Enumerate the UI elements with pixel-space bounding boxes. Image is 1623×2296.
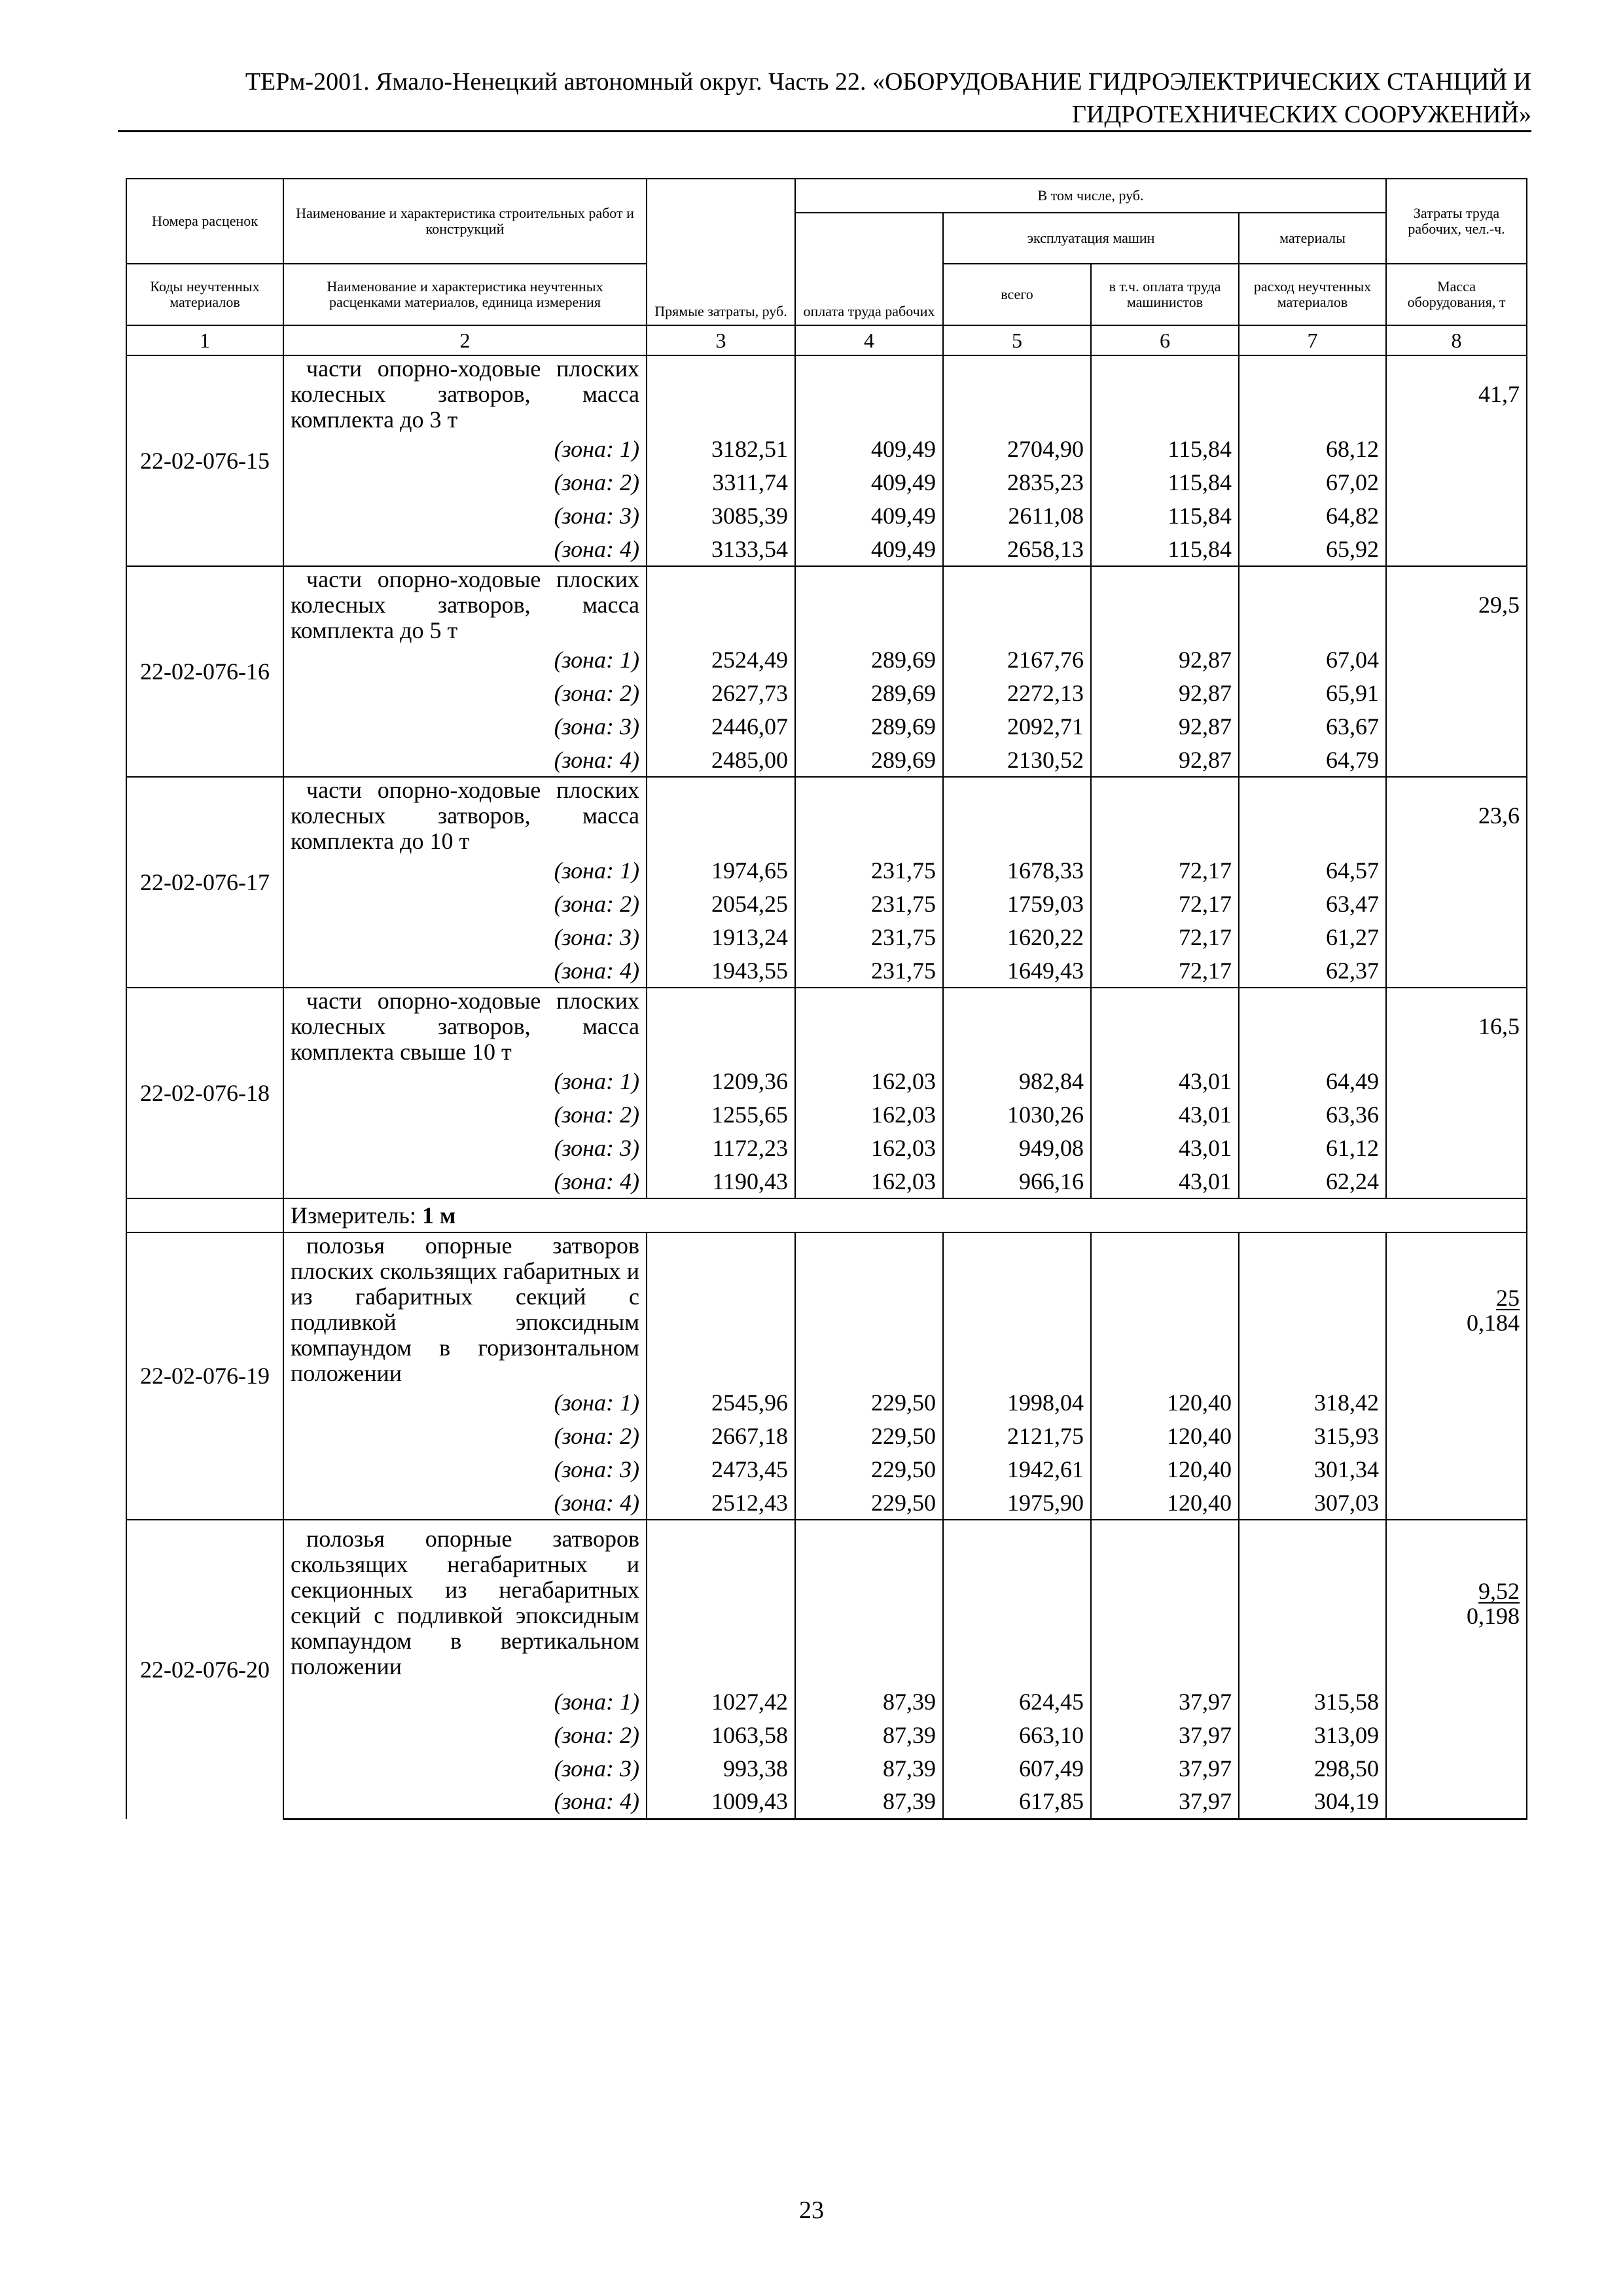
labor-pay-cell: 87,39 <box>795 1719 943 1752</box>
operators-pay-cell: 115,84 <box>1091 533 1239 566</box>
measure-label: Измеритель: <box>291 1202 416 1229</box>
materials-cell: 301,34 <box>1239 1453 1386 1486</box>
col4-heading: оплата труда рабочих <box>795 213 943 325</box>
rate-row <box>126 1232 1527 1386</box>
labor-mass-cell: 41,7 <box>1386 355 1527 433</box>
zone-row <box>126 1132 1527 1165</box>
direct-cost-cell: 1974,65 <box>647 854 795 888</box>
materials-cell: 62,24 <box>1239 1165 1386 1198</box>
zone-row <box>126 499 1527 533</box>
labor-mass-cell <box>1386 1232 1527 1386</box>
empty-mass-cell <box>1386 1132 1527 1165</box>
direct-cost-cell: 2485,00 <box>647 744 795 777</box>
column-number: 8 <box>1386 325 1527 355</box>
direct-cost-cell: 2524,49 <box>647 643 795 677</box>
materials-cell: 63,67 <box>1239 710 1386 744</box>
column-number: 2 <box>283 325 647 355</box>
rate-name: полозья опорные затворов плоских скользящих габаритных и из габаритных секций с подливкой эпоксидным компаундом в горизонтальном положении <box>283 1232 647 1386</box>
direct-cost-cell: 2473,45 <box>647 1453 795 1486</box>
rate-name: части опорно-ходовые плоских колесных затворов, масса комплекта до 3 т <box>283 355 647 433</box>
materials-cell: 61,12 <box>1239 1132 1386 1165</box>
operators-pay-cell: 72,17 <box>1091 854 1239 888</box>
direct-cost-cell: 2667,18 <box>647 1420 795 1453</box>
running-header <box>118 65 1531 131</box>
zone-row <box>126 1752 1527 1785</box>
empty-cell <box>943 1520 1091 1685</box>
zone-row <box>126 1386 1527 1420</box>
empty-cell <box>943 988 1091 1065</box>
column-number: 4 <box>795 325 943 355</box>
materials-cell: 67,02 <box>1239 466 1386 499</box>
labor-pay-cell: 409,49 <box>795 466 943 499</box>
operators-pay-cell: 72,17 <box>1091 921 1239 954</box>
measure-value: 1 м <box>421 1202 456 1229</box>
labor-mass-cell: 29,5 <box>1386 566 1527 643</box>
including-heading: В том числе, руб. <box>795 179 1386 213</box>
rate-code: 22-02-076-20 <box>126 1520 283 1819</box>
zone-label: (зона: 2) <box>283 1098 647 1132</box>
operators-pay-cell: 120,40 <box>1091 1386 1239 1420</box>
empty-mass-cell <box>1386 433 1527 466</box>
equipment-mass-value: 0,198 <box>1467 1602 1520 1629</box>
zone-label: (зона: 3) <box>283 1453 647 1486</box>
direct-cost-cell: 1913,24 <box>647 921 795 954</box>
direct-cost-cell: 3311,74 <box>647 466 795 499</box>
zone-row <box>126 744 1527 777</box>
empty-cell <box>1091 1520 1239 1685</box>
empty-mass-cell <box>1386 533 1527 566</box>
materials-cell: 64,79 <box>1239 744 1386 777</box>
operators-pay-cell: 37,97 <box>1091 1685 1239 1719</box>
operators-pay-cell: 37,97 <box>1091 1785 1239 1819</box>
machines-total-cell: 617,85 <box>943 1785 1091 1819</box>
empty-mass-cell <box>1386 1165 1527 1198</box>
empty-cell <box>647 566 795 643</box>
equipment-mass-value: 0,184 <box>1467 1309 1520 1336</box>
zone-label: (зона: 2) <box>283 466 647 499</box>
labor-pay-cell: 87,39 <box>795 1785 943 1819</box>
zone-label: (зона: 3) <box>283 1132 647 1165</box>
empty-cell <box>647 988 795 1065</box>
empty-cell <box>1091 777 1239 854</box>
empty-cell <box>647 1520 795 1685</box>
zone-row <box>126 1453 1527 1486</box>
empty-mass-cell <box>1386 854 1527 888</box>
zone-label: (зона: 4) <box>283 1165 647 1198</box>
column-number: 5 <box>943 325 1091 355</box>
empty-mass-cell <box>1386 1065 1527 1098</box>
rate-row <box>126 777 1527 854</box>
labor-pay-cell: 87,39 <box>795 1685 943 1719</box>
labor-pay-cell: 289,69 <box>795 710 943 744</box>
machines-total-cell: 1620,22 <box>943 921 1091 954</box>
direct-cost-cell: 2446,07 <box>647 710 795 744</box>
empty-mass-cell <box>1386 1420 1527 1453</box>
labor-cost-value: 25 <box>1496 1284 1520 1311</box>
zone-label: (зона: 4) <box>283 954 647 988</box>
zone-row <box>126 433 1527 466</box>
zone-label: (зона: 1) <box>283 1685 647 1719</box>
materials-cell: 64,49 <box>1239 1065 1386 1098</box>
table-header <box>126 179 1527 355</box>
labor-pay-cell: 162,03 <box>795 1098 943 1132</box>
materials-cell: 64,57 <box>1239 854 1386 888</box>
empty-mass-cell <box>1386 710 1527 744</box>
machines-total-cell: 1759,03 <box>943 888 1091 921</box>
materials-cell: 313,09 <box>1239 1719 1386 1752</box>
machines-total-cell: 2272,13 <box>943 677 1091 710</box>
labor-pay-cell: 289,69 <box>795 677 943 710</box>
labor-pay-cell: 87,39 <box>795 1752 943 1785</box>
labor-pay-cell: 229,50 <box>795 1453 943 1486</box>
empty-mass-cell <box>1386 1486 1527 1520</box>
machines-total-cell: 607,49 <box>943 1752 1091 1785</box>
labor-pay-cell: 231,75 <box>795 854 943 888</box>
empty-mass-cell <box>1386 499 1527 533</box>
operators-pay-cell: 43,01 <box>1091 1098 1239 1132</box>
rate-row <box>126 355 1527 433</box>
zone-label: (зона: 2) <box>283 677 647 710</box>
direct-cost-cell: 1209,36 <box>647 1065 795 1098</box>
empty-cell <box>1091 566 1239 643</box>
direct-cost-cell: 1063,58 <box>647 1719 795 1752</box>
machines-total-cell: 1942,61 <box>943 1453 1091 1486</box>
machines-total-cell: 966,16 <box>943 1165 1091 1198</box>
machines-total-cell: 2167,76 <box>943 643 1091 677</box>
empty-mass-cell <box>1386 1098 1527 1132</box>
operators-pay-cell: 120,40 <box>1091 1420 1239 1453</box>
empty-mass-cell <box>1386 888 1527 921</box>
column-number: 6 <box>1091 325 1239 355</box>
operators-pay-cell: 43,01 <box>1091 1132 1239 1165</box>
zone-label: (зона: 3) <box>283 921 647 954</box>
machines-total-cell: 2130,52 <box>943 744 1091 777</box>
operators-pay-cell: 37,97 <box>1091 1752 1239 1785</box>
machines-total-cell: 1998,04 <box>943 1386 1091 1420</box>
empty-cell <box>1239 566 1386 643</box>
zone-label: (зона: 1) <box>283 1065 647 1098</box>
zone-label: (зона: 1) <box>283 433 647 466</box>
labor-pay-cell: 162,03 <box>795 1132 943 1165</box>
col2-top-heading: Наименование и характеристика строительных работ и конструкций <box>283 179 647 264</box>
col1-top-heading: Номера расценок <box>126 179 283 264</box>
operators-pay-cell: 92,87 <box>1091 710 1239 744</box>
operators-pay-cell: 115,84 <box>1091 466 1239 499</box>
col6-heading: в т.ч. оплата труда машинистов <box>1091 264 1239 325</box>
empty-mass-cell <box>1386 921 1527 954</box>
direct-cost-cell: 1009,43 <box>647 1785 795 1819</box>
machines-total-cell: 949,08 <box>943 1132 1091 1165</box>
empty-cell <box>795 1520 943 1685</box>
rate-row <box>126 566 1527 643</box>
labor-mass-cell <box>1386 1520 1527 1685</box>
zone-label: (зона: 1) <box>283 643 647 677</box>
materials-cell: 63,47 <box>1239 888 1386 921</box>
zone-row <box>126 710 1527 744</box>
operators-pay-cell: 43,01 <box>1091 1165 1239 1198</box>
operators-pay-cell: 115,84 <box>1091 433 1239 466</box>
labor-pay-cell: 231,75 <box>795 921 943 954</box>
direct-cost-cell: 993,38 <box>647 1752 795 1785</box>
direct-cost-cell: 3182,51 <box>647 433 795 466</box>
table-body <box>126 355 1527 1819</box>
zone-label: (зона: 4) <box>283 1486 647 1520</box>
column-number: 3 <box>647 325 795 355</box>
measure-row <box>126 1198 1527 1232</box>
operators-pay-cell: 115,84 <box>1091 499 1239 533</box>
zone-label: (зона: 2) <box>283 1420 647 1453</box>
empty-mass-cell <box>1386 954 1527 988</box>
zone-row <box>126 1098 1527 1132</box>
page-number: 23 <box>799 2197 824 2224</box>
rate-row <box>126 988 1527 1065</box>
direct-cost-cell: 1943,55 <box>647 954 795 988</box>
empty-mass-cell <box>1386 1453 1527 1486</box>
rate-name: части опорно-ходовые плоских колесных затворов, масса комплекта до 5 т <box>283 566 647 643</box>
zone-row <box>126 1785 1527 1819</box>
materials-cell: 67,04 <box>1239 643 1386 677</box>
machines-total-cell: 1649,43 <box>943 954 1091 988</box>
empty-cell <box>647 777 795 854</box>
labor-pay-cell: 162,03 <box>795 1165 943 1198</box>
machines-total-cell: 2092,71 <box>943 710 1091 744</box>
labor-cost-value: 9,52 <box>1478 1577 1520 1604</box>
empty-cell <box>1239 988 1386 1065</box>
labor-pay-cell: 409,49 <box>795 499 943 533</box>
direct-cost-cell: 1027,42 <box>647 1685 795 1719</box>
empty-mass-cell <box>1386 1785 1527 1819</box>
empty-cell <box>1239 355 1386 433</box>
machines-total-cell: 2835,23 <box>943 466 1091 499</box>
machines-total-cell: 663,10 <box>943 1719 1091 1752</box>
price-table <box>126 178 1527 1820</box>
labor-pay-cell: 229,50 <box>795 1420 943 1453</box>
zone-label: (зона: 3) <box>283 499 647 533</box>
empty-cell <box>1091 355 1239 433</box>
zone-row <box>126 1065 1527 1098</box>
direct-cost-cell: 2054,25 <box>647 888 795 921</box>
empty-mass-cell <box>1386 744 1527 777</box>
empty-mass-cell <box>1386 1386 1527 1420</box>
empty-cell <box>795 1232 943 1386</box>
labor-pay-cell: 289,69 <box>795 744 943 777</box>
direct-cost-cell: 3085,39 <box>647 499 795 533</box>
operators-pay-cell: 72,17 <box>1091 954 1239 988</box>
measure-cell <box>283 1198 1527 1232</box>
machines-total-cell: 1975,90 <box>943 1486 1091 1520</box>
direct-cost-cell: 1255,65 <box>647 1098 795 1132</box>
zone-row <box>126 466 1527 499</box>
header-line-2: ГИДРОТЕХНИЧЕСКИХ СООРУЖЕНИЙ» <box>1071 101 1531 128</box>
empty-cell <box>943 777 1091 854</box>
empty-cell <box>1091 988 1239 1065</box>
zone-row <box>126 1719 1527 1752</box>
materials-cell: 315,58 <box>1239 1685 1386 1719</box>
direct-cost-cell: 2512,43 <box>647 1486 795 1520</box>
rate-name: части опорно-ходовые плоских колесных затворов, масса комплекта свыше 10 т <box>283 988 647 1065</box>
direct-cost-cell: 1190,43 <box>647 1165 795 1198</box>
col1-bottom-heading: Коды неучтенных материалов <box>126 264 283 325</box>
labor-pay-cell: 409,49 <box>795 533 943 566</box>
labor-pay-cell: 229,50 <box>795 1486 943 1520</box>
machines-total-cell: 2611,08 <box>943 499 1091 533</box>
materials-cell: 307,03 <box>1239 1486 1386 1520</box>
machines-total-cell: 982,84 <box>943 1065 1091 1098</box>
machines-total-cell: 2121,75 <box>943 1420 1091 1453</box>
materials-cell: 68,12 <box>1239 433 1386 466</box>
materials-cell: 65,92 <box>1239 533 1386 566</box>
zone-label: (зона: 2) <box>283 888 647 921</box>
zone-label: (зона: 4) <box>283 533 647 566</box>
machines-total-cell: 1678,33 <box>943 854 1091 888</box>
header-line-1: ТЕРм-2001. Ямало-Ненецкий автономный округ. Часть 22. «ОБОРУДОВАНИЕ ГИДРОЭЛЕКТРИЧЕСКИХ СТАНЦИЙ И <box>245 68 1531 96</box>
rate-row <box>126 1520 1527 1685</box>
empty-cell <box>943 1232 1091 1386</box>
materials-cell: 61,27 <box>1239 921 1386 954</box>
machines-heading: эксплуатация машин <box>943 213 1239 264</box>
rate-code: 22-02-076-16 <box>126 566 283 777</box>
rate-name: части опорно-ходовые плоских колесных затворов, масса комплекта до 10 т <box>283 777 647 854</box>
zone-row <box>126 1165 1527 1198</box>
rate-code: 22-02-076-19 <box>126 1232 283 1520</box>
zone-row <box>126 954 1527 988</box>
empty-mass-cell <box>1386 466 1527 499</box>
empty-cell <box>943 355 1091 433</box>
zone-label: (зона: 4) <box>283 1785 647 1819</box>
operators-pay-cell: 120,40 <box>1091 1453 1239 1486</box>
zone-row <box>126 1420 1527 1453</box>
rate-code: 22-02-076-17 <box>126 777 283 988</box>
empty-cell <box>1239 1520 1386 1685</box>
empty-mass-cell <box>1386 1752 1527 1785</box>
operators-pay-cell: 92,87 <box>1091 744 1239 777</box>
rate-name: полозья опорные затворов скользящих негабаритных и секционных из негабаритных секций с подливкой эпоксидным компаундом в вертикальном положении <box>283 1520 647 1685</box>
operators-pay-cell: 92,87 <box>1091 643 1239 677</box>
empty-mass-cell <box>1386 643 1527 677</box>
empty-cell <box>795 566 943 643</box>
labor-pay-cell: 229,50 <box>795 1386 943 1420</box>
direct-cost-cell: 2627,73 <box>647 677 795 710</box>
materials-cell: 304,19 <box>1239 1785 1386 1819</box>
labor-mass-cell: 16,5 <box>1386 988 1527 1065</box>
empty-cell <box>795 777 943 854</box>
empty-cell <box>647 355 795 433</box>
operators-pay-cell: 120,40 <box>1091 1486 1239 1520</box>
materials-heading: материалы <box>1239 213 1386 264</box>
materials-cell: 62,37 <box>1239 954 1386 988</box>
zone-row <box>126 921 1527 954</box>
empty-cell <box>647 1232 795 1386</box>
materials-cell: 298,50 <box>1239 1752 1386 1785</box>
empty-cell <box>943 566 1091 643</box>
labor-pay-cell: 231,75 <box>795 954 943 988</box>
zone-label: (зона: 3) <box>283 710 647 744</box>
zone-row <box>126 677 1527 710</box>
materials-cell: 64,82 <box>1239 499 1386 533</box>
empty-cell <box>1239 1232 1386 1386</box>
operators-pay-cell: 92,87 <box>1091 677 1239 710</box>
empty-mass-cell <box>1386 677 1527 710</box>
labor-pay-cell: 409,49 <box>795 433 943 466</box>
materials-cell: 63,36 <box>1239 1098 1386 1132</box>
machines-total-cell: 2658,13 <box>943 533 1091 566</box>
zone-row <box>126 1685 1527 1719</box>
header-rule <box>118 130 1531 132</box>
col5-heading: всего <box>943 264 1091 325</box>
column-number-row <box>126 325 1527 355</box>
operators-pay-cell: 72,17 <box>1091 888 1239 921</box>
empty-cell <box>795 988 943 1065</box>
empty-cell <box>1239 777 1386 854</box>
labor-pay-cell: 231,75 <box>795 888 943 921</box>
col7-heading: расход неучтенных материалов <box>1239 264 1386 325</box>
empty-mass-cell <box>1386 1719 1527 1752</box>
direct-cost-cell: 3133,54 <box>647 533 795 566</box>
zone-row <box>126 854 1527 888</box>
direct-cost-cell: 2545,96 <box>647 1386 795 1420</box>
zone-label: (зона: 1) <box>283 854 647 888</box>
labor-pay-cell: 162,03 <box>795 1065 943 1098</box>
empty-mass-cell <box>1386 1685 1527 1719</box>
measure-empty-cell <box>126 1198 283 1232</box>
zone-row <box>126 888 1527 921</box>
zone-label: (зона: 1) <box>283 1386 647 1420</box>
col8-top-heading: Затраты труда рабочих, чел.-ч. <box>1386 179 1527 264</box>
col8-bottom-heading: Масса оборудования, т <box>1386 264 1527 325</box>
column-number: 7 <box>1239 325 1386 355</box>
machines-total-cell: 2704,90 <box>943 433 1091 466</box>
zone-label: (зона: 3) <box>283 1752 647 1785</box>
zone-row <box>126 1486 1527 1520</box>
rate-code: 22-02-076-15 <box>126 355 283 566</box>
machines-total-cell: 1030,26 <box>943 1098 1091 1132</box>
empty-cell <box>795 355 943 433</box>
column-number: 1 <box>126 325 283 355</box>
labor-mass-cell: 23,6 <box>1386 777 1527 854</box>
materials-cell: 315,93 <box>1239 1420 1386 1453</box>
direct-cost-cell: 1172,23 <box>647 1132 795 1165</box>
materials-cell: 65,91 <box>1239 677 1386 710</box>
rate-code: 22-02-076-18 <box>126 988 283 1198</box>
zone-label: (зона: 2) <box>283 1719 647 1752</box>
labor-pay-cell: 289,69 <box>795 643 943 677</box>
operators-pay-cell: 43,01 <box>1091 1065 1239 1098</box>
empty-cell <box>1091 1232 1239 1386</box>
operators-pay-cell: 37,97 <box>1091 1719 1239 1752</box>
zone-row <box>126 533 1527 566</box>
machines-total-cell: 624,45 <box>943 1685 1091 1719</box>
materials-cell: 318,42 <box>1239 1386 1386 1420</box>
zone-label: (зона: 4) <box>283 744 647 777</box>
col3-heading: Прямые затраты, руб. <box>647 179 795 325</box>
col2-bottom-heading: Наименование и характеристика неучтенных расценками материалов, единица измерения <box>283 264 647 325</box>
zone-row <box>126 643 1527 677</box>
